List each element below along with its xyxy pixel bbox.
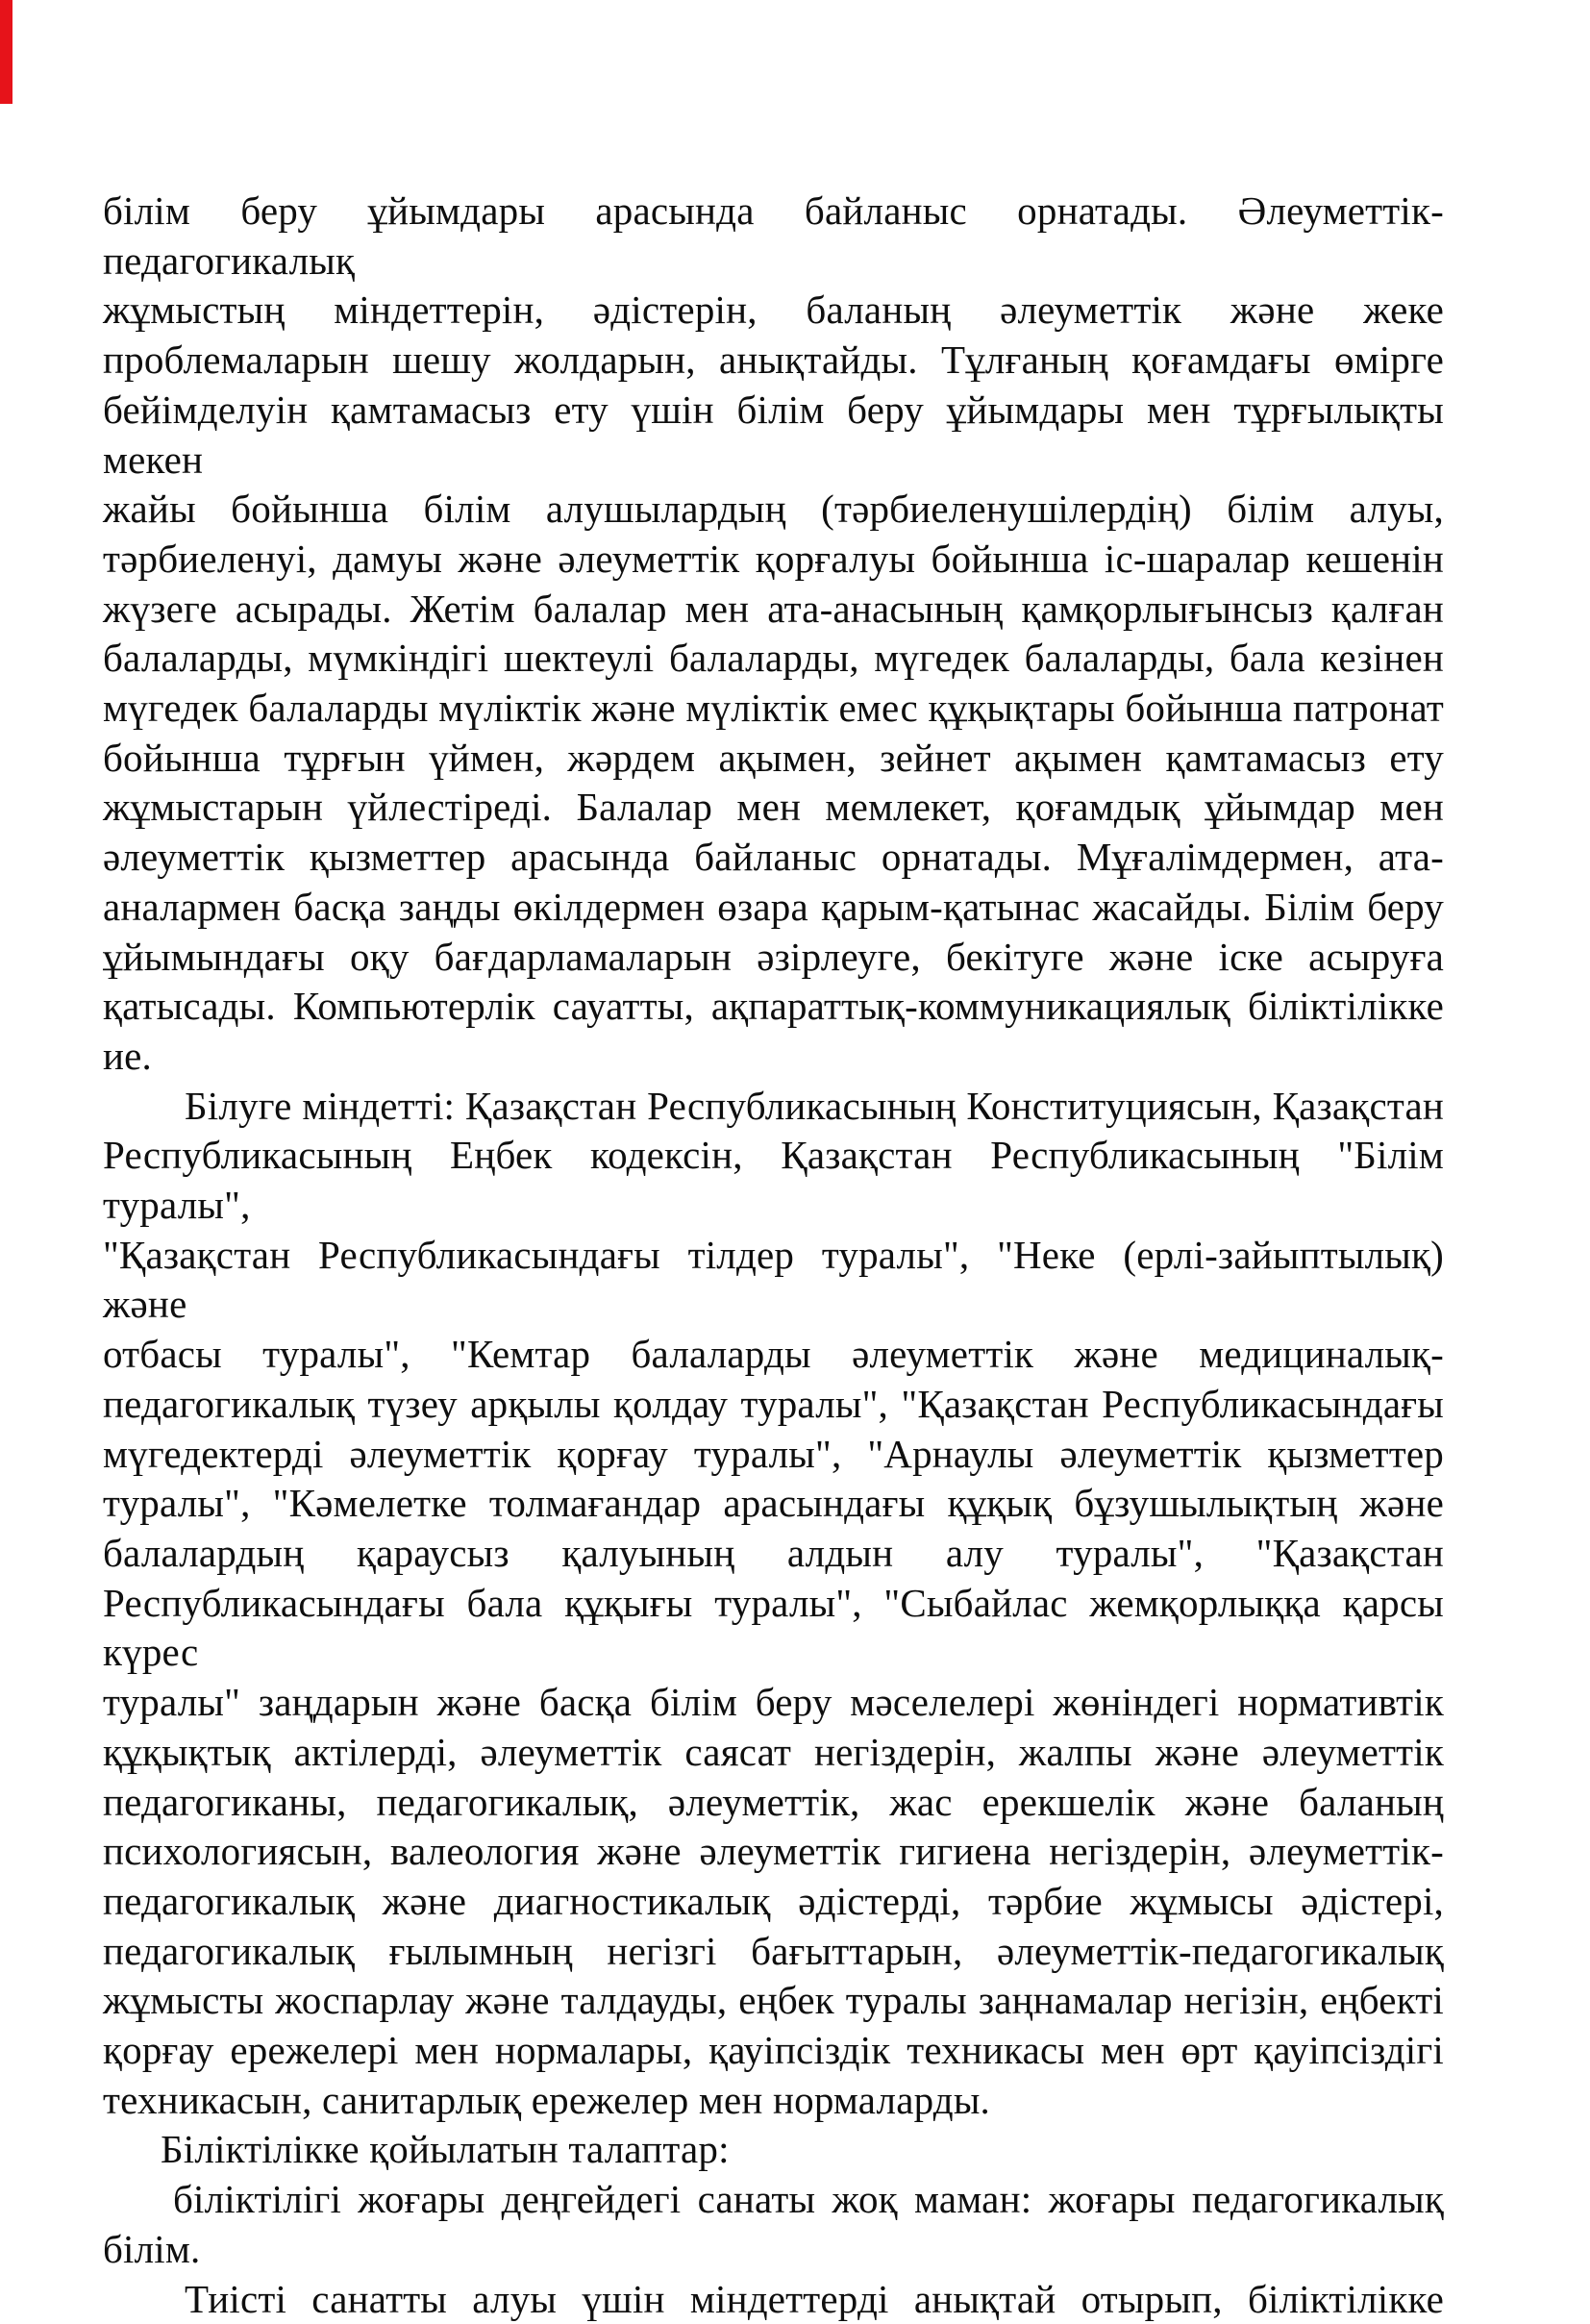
paragraph: [103, 2275, 1444, 2324]
paragraph: [103, 2175, 1444, 2274]
text-line: біліктілігі жоғары деңгейдегі санаты жоқ маман: жоғары педагогикалық: [173, 2177, 1444, 2222]
paragraph: [103, 1082, 1444, 2126]
text-line: бойынша тұрғын үймен, жәрдем ақымен, зейнет ақымен қамтамасыз ету: [103, 735, 1444, 780]
text-line: мүгедектерді әлеуметтік қорғау туралы", "Арнаулы әлеуметтік қызметтер: [103, 1431, 1444, 1476]
paragraph: [103, 187, 1444, 1082]
text-line: Біліктілікке қойылатын талаптар:: [161, 2127, 730, 2172]
text-line: қорғау ережелері мен нормалары, қауіпсіздік техникасы мен өрт қауіпсіздігі: [103, 2028, 1444, 2073]
text-line: туралы" заңдарын және басқа білім беру мәселелері жөніндегі нормативтік: [103, 1680, 1444, 1725]
text-line: педагогикалық ғылымның негізгі бағыттарын, әлеуметтік-педагогикалық: [103, 1928, 1444, 1973]
text-line: психологиясын, валеология және әлеуметтік гигиена негіздерін, әлеуметтік-: [103, 1829, 1444, 1874]
text-line: Білуге міндетті: Қазақстан Республикасының Конституциясын, Қазақстан: [185, 1083, 1444, 1128]
text-line: проблемаларын шешу жолдарын, анықтайды. Тұлғаның қоғамдағы өмірге: [103, 337, 1444, 383]
text-line: жұмыстарын үйлестіреді. Балалар мен мемлекет, қоғамдық ұйымдар мен: [103, 785, 1444, 830]
text-line: Республикасының Еңбек кодексін, Қазақстан Республикасының "Білім туралы",: [103, 1133, 1444, 1228]
text-line: қатысады. Компьютерлік сауатты, ақпараттық-коммуникациялық біліктілікке ие.: [103, 984, 1444, 1078]
text-line: білім беру ұйымдары арасында байланыс орнатады. Әлеуметтік-педагогикалық: [103, 188, 1444, 283]
text-line: тәрбиеленуі, дамуы және әлеуметтік қорғалуы бойынша іс-шаралар кешенін: [103, 536, 1444, 581]
text-line: әлеуметтік қызметтер арасында байланыс орнатады. Мұғалімдермен, ата-: [103, 835, 1444, 880]
text-line: туралы", "Кәмелетке толмағандар арасындағы құқық бұзушылықтың және: [103, 1481, 1444, 1526]
text-line: бейімделуін қамтамасыз ету үшін білім беру ұйымдары мен тұрғылықты мекен: [103, 387, 1444, 482]
text-line: техникасын, санитарлық ережелер мен нормаларды.: [103, 2077, 991, 2122]
text-line: педагогикалық және диагностикалық әдістерді, тәрбие жұмысы әдістері,: [103, 1878, 1444, 1923]
paragraph: [103, 2125, 1444, 2175]
text-line: құқықтық актілерді, әлеуметтік саясат негіздерін, жалпы және әлеуметтік: [103, 1729, 1444, 1774]
text-line: Республикасындағы бала құқығы туралы", "Сыбайлас жемқорлыққа қарсы күрес: [103, 1580, 1444, 1675]
text-line: жүзеге асырады. Жетім балалар мен ата-анасының қамқорлығынсыз қалған: [103, 586, 1444, 631]
text-line: мүгедек балаларды мүліктік және мүліктік емес құқықтары бойынша патронат: [103, 686, 1444, 731]
text-line: жұмыстың міндеттерін, әдістерін, баланың әлеуметтік және жеке: [103, 287, 1444, 333]
text-line: педагогикалық түзеу арқылы қолдау туралы", "Қазақстан Республикасындағы: [103, 1381, 1444, 1426]
text-line: ұйымындағы оқу бағдарламаларын әзірлеуге, бекітуге және іске асыруға: [103, 934, 1444, 979]
text-line: балалардың қараусыз қалуының алдын алу туралы", "Қазақстан: [103, 1530, 1444, 1575]
text-line: отбасы туралы", "Кемтар балаларды әлеуметтік және медициналық-: [103, 1332, 1444, 1377]
text-line: жұмысты жоспарлау және талдауды, еңбек туралы заңнамалар негізін, еңбекті: [103, 1978, 1444, 2023]
text-line: аналармен басқа заңды өкілдермен өзара қарым-қатынас жасайды. Білім беру: [103, 884, 1444, 929]
text-line: білім.: [103, 2226, 201, 2271]
text-line: Тиісті санатты алуы үшін міндеттерді анықтай отырып, біліктілікке: [185, 2276, 1444, 2321]
text-line: педагогиканы, педагогикалық, әлеуметтік, жас ерекшелік және баланың: [103, 1779, 1444, 1824]
text-line: жайы бойынша білім алушылардың (тәрбиеленушілердің) білім алуы,: [103, 487, 1444, 532]
text-line: "Қазақстан Республикасындағы тілдер туралы", "Неке (ерлі-зайыптылық) және: [103, 1232, 1444, 1327]
red-bookmark-marker: [0, 0, 12, 104]
text-line: балаларды, мүмкіндігі шектеулі балаларды, мүгедек балаларды, бала кезінен: [103, 636, 1444, 681]
document-text: [103, 187, 1444, 2324]
